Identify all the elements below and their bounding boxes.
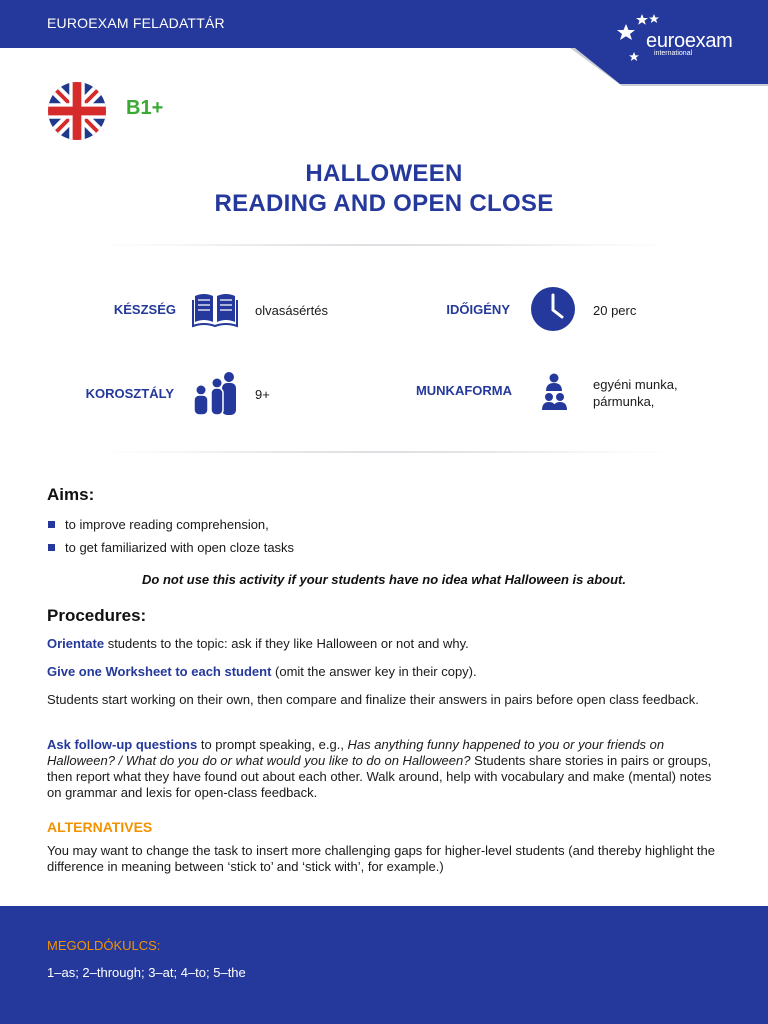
mode-value-line1: egyéni munka, (593, 377, 678, 392)
alternatives-heading: ALTERNATIVES (47, 819, 153, 835)
step-text: (omit the answer key in their copy). (271, 664, 477, 679)
level-badge: B1+ (126, 97, 164, 119)
procedure-step-4 (47, 737, 727, 801)
example-questions: Has anything funny happened to you or your friends on Halloween? / What do you do or what would you like to do on Halloween? (47, 737, 665, 768)
page-title-line1: HALLOWEEN (305, 160, 463, 187)
mode-label: MUNKAFORMA (415, 383, 512, 398)
warning-note: Do not use this activity if your students have no idea what Halloween is about. (142, 572, 626, 587)
skill-value: olvasásértés (255, 303, 328, 318)
bullet-icon (48, 521, 55, 528)
alternatives-text: You may want to change the task to insert more challenging gaps for higher-level students (and thereby highlight the difference in meaning between ‘stick to’ and ‘stick with’, for example.) (47, 843, 715, 874)
age-label: KOROSZTÁLY (85, 386, 174, 401)
family-group-icon (192, 371, 238, 415)
logo-text: euroexam (646, 30, 733, 52)
procedure-step-2 (47, 664, 727, 680)
open-book-icon (192, 292, 238, 328)
step-text-rest: Students share stories in pairs or groups, then report what they have found out about each other. Walk around, help with vocabulary and make (mental) notes on grammar and lexis for open-class feedback. (47, 753, 712, 800)
answer-key-label: MEGOLDÓKULCS: (47, 938, 161, 953)
procedures-heading: Procedures: (47, 606, 147, 625)
step-keyword: Orientate (47, 636, 105, 651)
aims-list (47, 513, 294, 559)
age-value: 9+ (255, 387, 270, 402)
step-keyword: Ask follow-up questions (47, 737, 198, 752)
list-item (47, 536, 294, 559)
clock-icon (530, 286, 576, 332)
procedure-step-1 (47, 636, 727, 652)
step-keyword: Give one Worksheet to each student (47, 664, 272, 679)
page-title-line2: READING AND OPEN CLOSE (214, 190, 554, 217)
header-title: EUROEXAM FELADATTÁR (47, 15, 225, 31)
step-text: students to the topic: ask if they like Halloween or not and why. (104, 636, 469, 651)
logo-subtext: international (654, 50, 693, 57)
answer-key-values: 1–as; 2–through; 3–at; 4–to; 5–the (47, 965, 246, 980)
uk-flag-icon (48, 82, 106, 140)
people-icon (541, 372, 567, 412)
time-label: IDŐIGÉNY (446, 302, 510, 317)
skill-label: KÉSZSÉG (113, 302, 176, 317)
list-item (47, 513, 294, 536)
bullet-icon (48, 544, 55, 551)
divider-bottom (90, 451, 680, 453)
aim-text: to improve reading comprehension, (65, 517, 269, 532)
mode-value-line2: pármunka, (593, 394, 655, 409)
aims-heading: Aims: (47, 485, 95, 504)
procedure-step-3: Students start working on their own, then compare and finalize their answers in pairs before open class feedback. (47, 692, 699, 707)
time-value: 20 perc (593, 303, 637, 318)
step-text: to prompt speaking, e.g., (197, 737, 348, 752)
divider-top (90, 244, 680, 246)
aim-text: to get familiarized with open cloze tasks (65, 540, 295, 555)
